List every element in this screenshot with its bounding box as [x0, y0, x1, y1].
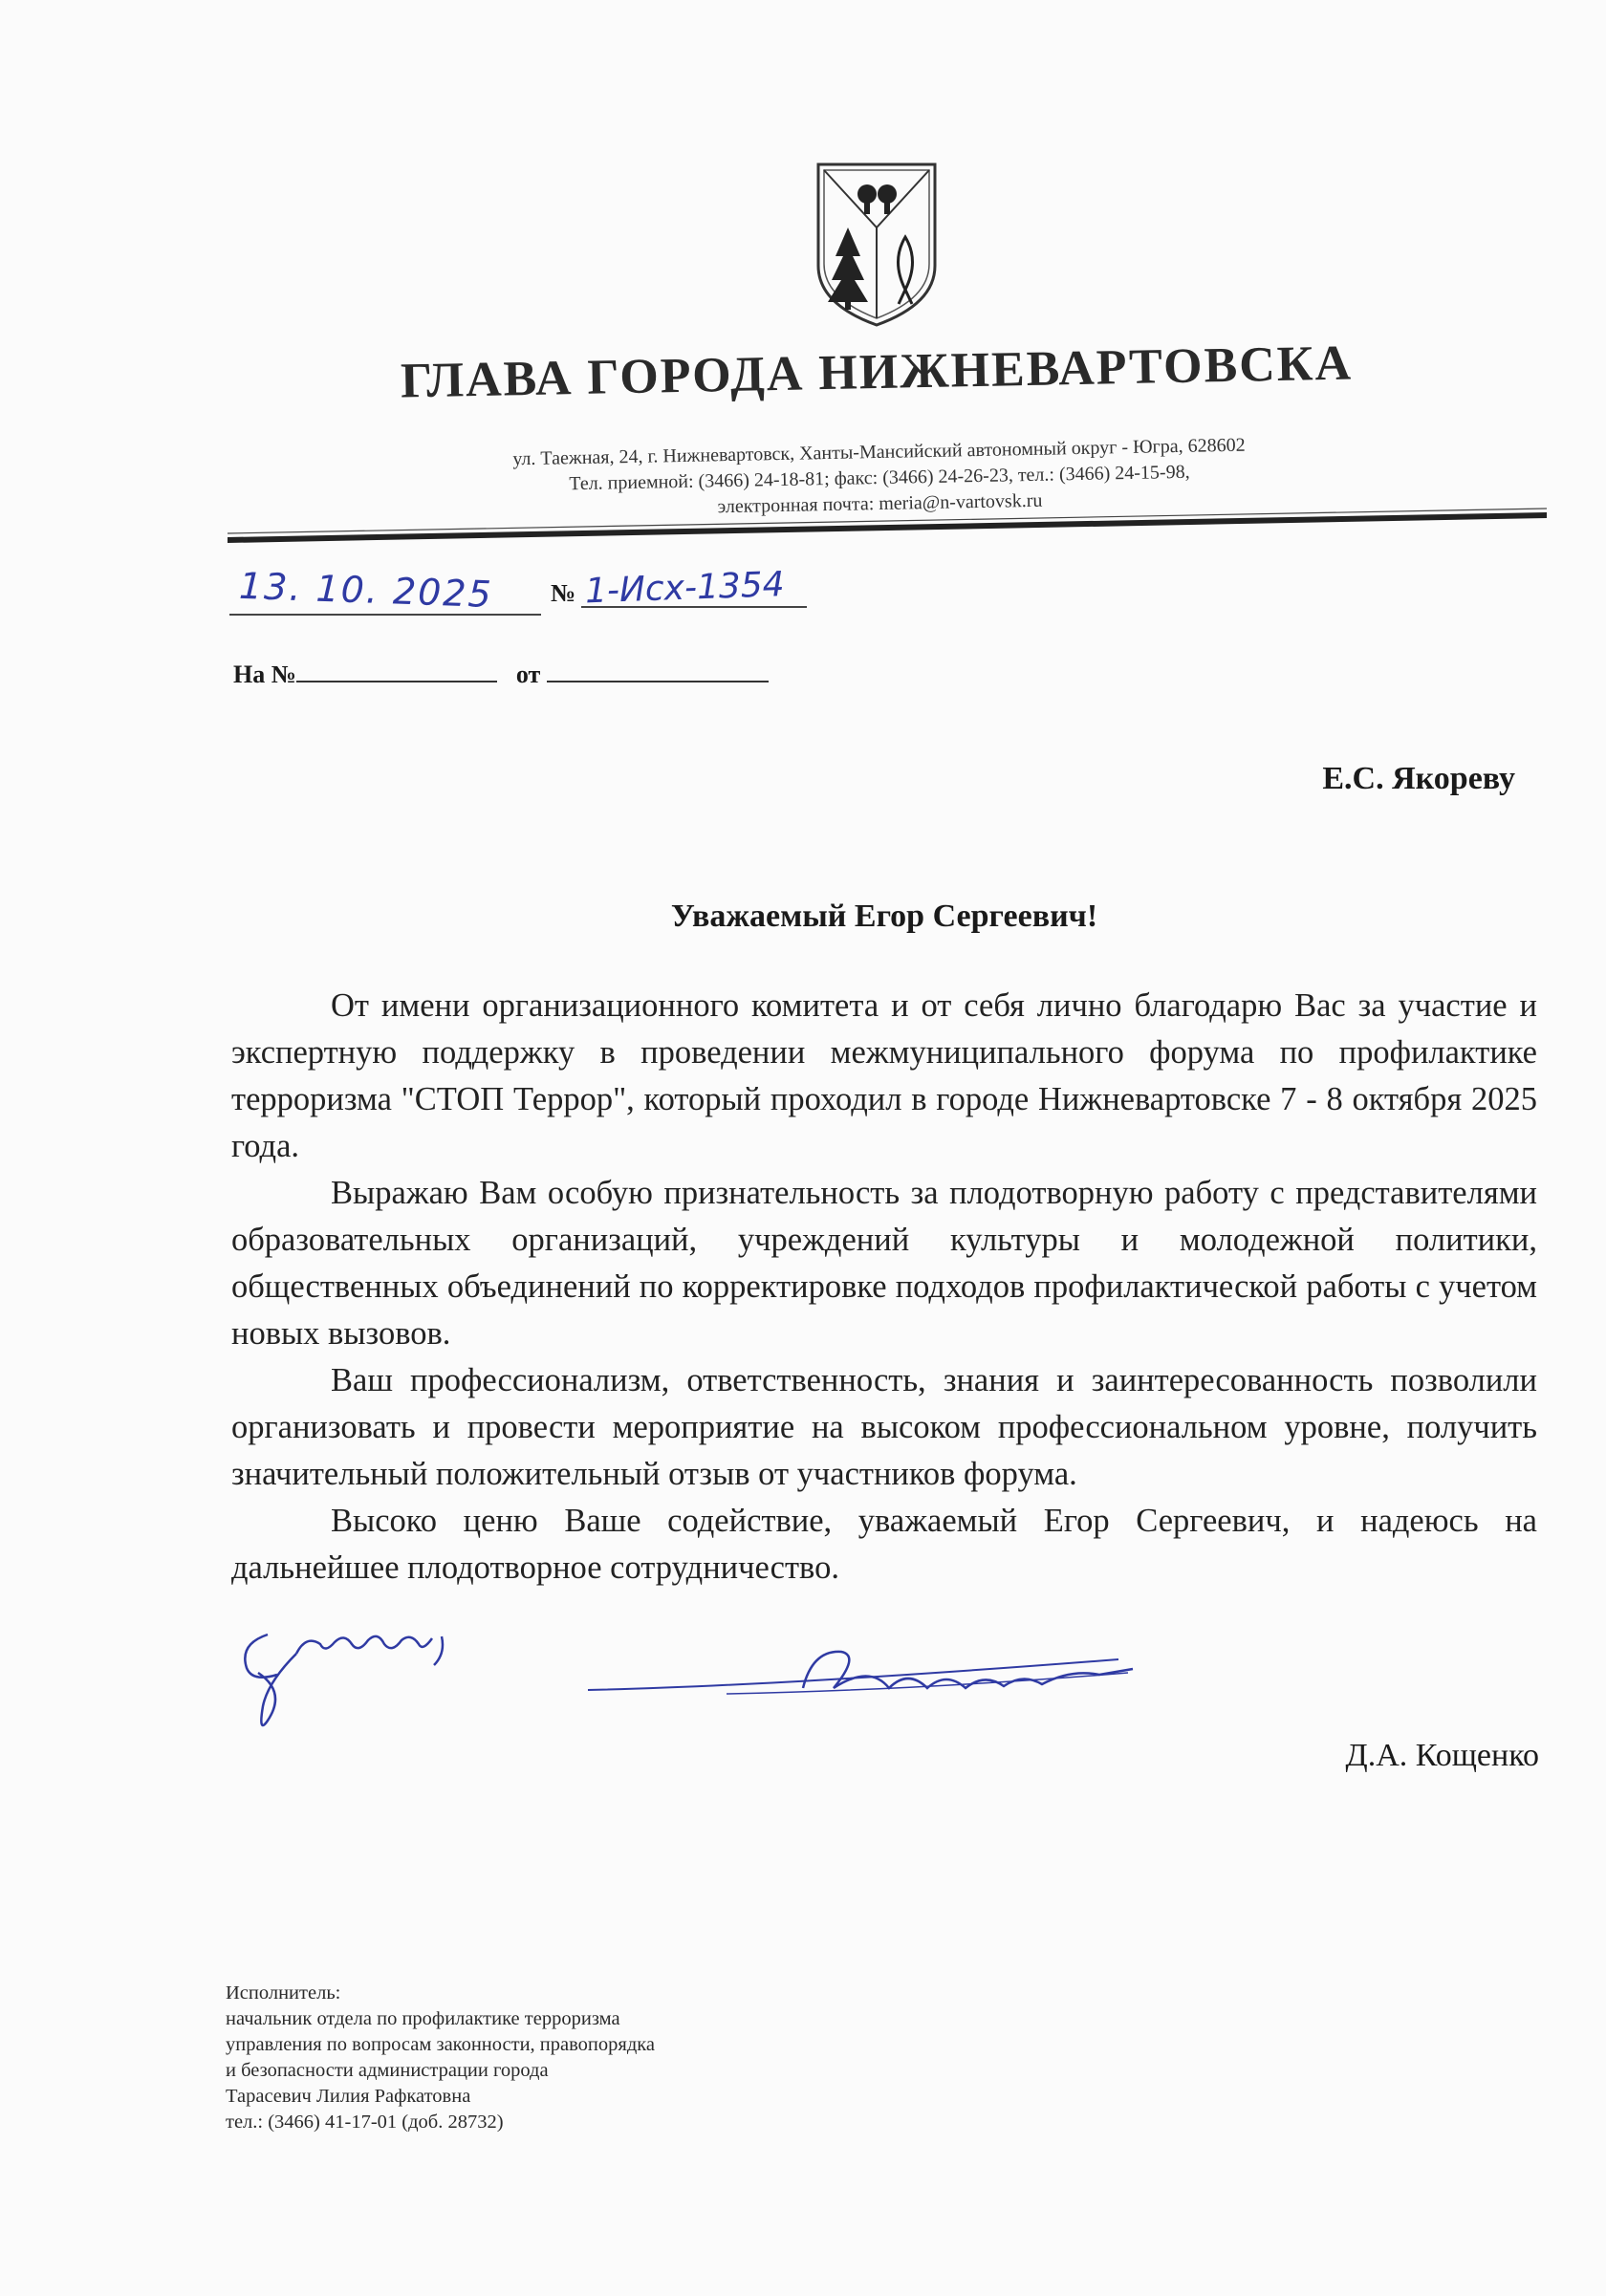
body-paragraph-2: Выражаю Вам особую признательность за плодотворную работу с представителями образовательных организаций, учреждений культуры и молодежной политики, общественных объединений по корректировке подходов профилактической работы с учетом новых вызовов. [231, 1175, 1537, 1352]
reference-number-blank [296, 660, 497, 682]
registration-line [229, 564, 822, 617]
signature-mark [583, 1631, 1138, 1717]
body-paragraph-3: Ваш профессионализм, ответственность, знания и заинтересованность позволили организовать и провести мероприятие на высоком профессиональном уровне, получить значительный положительный отзыв от участников форума. [231, 1362, 1537, 1492]
email-line: электронная почта: meria@n-vartovsk.ru [717, 489, 1043, 518]
executor-name: Тарасевич Лилия Рафкатовна [226, 2086, 471, 2107]
addressee: Е.С. Якореву [1322, 761, 1515, 796]
executor-label: Исполнитель: [226, 1982, 341, 2004]
registration-number-label: № [551, 579, 576, 607]
handwritten-regards [229, 1615, 459, 1740]
coat-of-arms-icon [814, 161, 939, 328]
greeting: Уважаемый Егор Сергеевич! [670, 899, 1098, 934]
header-divider [228, 507, 1547, 545]
executor-phone: тел.: (3466) 41-17-01 (доб. 28732) [226, 2112, 504, 2133]
signatory-name: Д.А. Кощенко [1345, 1738, 1539, 1773]
registration-date: 13. 10. 2025 [238, 564, 494, 617]
body-paragraph-4: Высоко ценю Ваше содействие, уважаемый Егор Сергеевич, и надеюсь на дальнейшее плодотворное сотрудничество. [231, 1503, 1537, 1586]
number-underline [581, 606, 807, 608]
reference-date-blank [547, 660, 769, 682]
letter-body [231, 983, 1537, 1592]
reference-number-label: На № [233, 661, 296, 688]
reference-date-label: от [515, 661, 541, 688]
phones-line: Тел. приемной: (3466) 24-18-81; факс: (3466) 24-26-23, тел.: (3466) 24-15-98, [569, 461, 1190, 495]
date-underline [229, 614, 541, 616]
body-paragraph-1: От имени организационного комитета и от себя лично благодарю Вас за участие и экспертную поддержку в проведении межмуниципального форума по профилактике терроризма "СТОП Террор", который проходил в городе Нижневартовске 7 - 8 октября 2025 года. [231, 987, 1537, 1164]
executor-position-1: начальник отдела по профилактике терроризма [226, 2008, 620, 2029]
registration-number: 1-Исх-1354 [584, 565, 786, 612]
organization-title: ГЛАВА ГОРОДА НИЖНЕВАРТОВСКА [400, 336, 1354, 409]
executor-block [226, 1981, 895, 2135]
reference-line [233, 660, 807, 689]
executor-position-3: и безопасности администрации города [226, 2060, 549, 2081]
executor-position-2: управления по вопросам законности, правопорядка [226, 2034, 655, 2055]
address-line: ул. Таежная, 24, г. Нижневартовск, Ханты-Мансийский автономный округ - Югра, 628602 [512, 434, 1246, 470]
